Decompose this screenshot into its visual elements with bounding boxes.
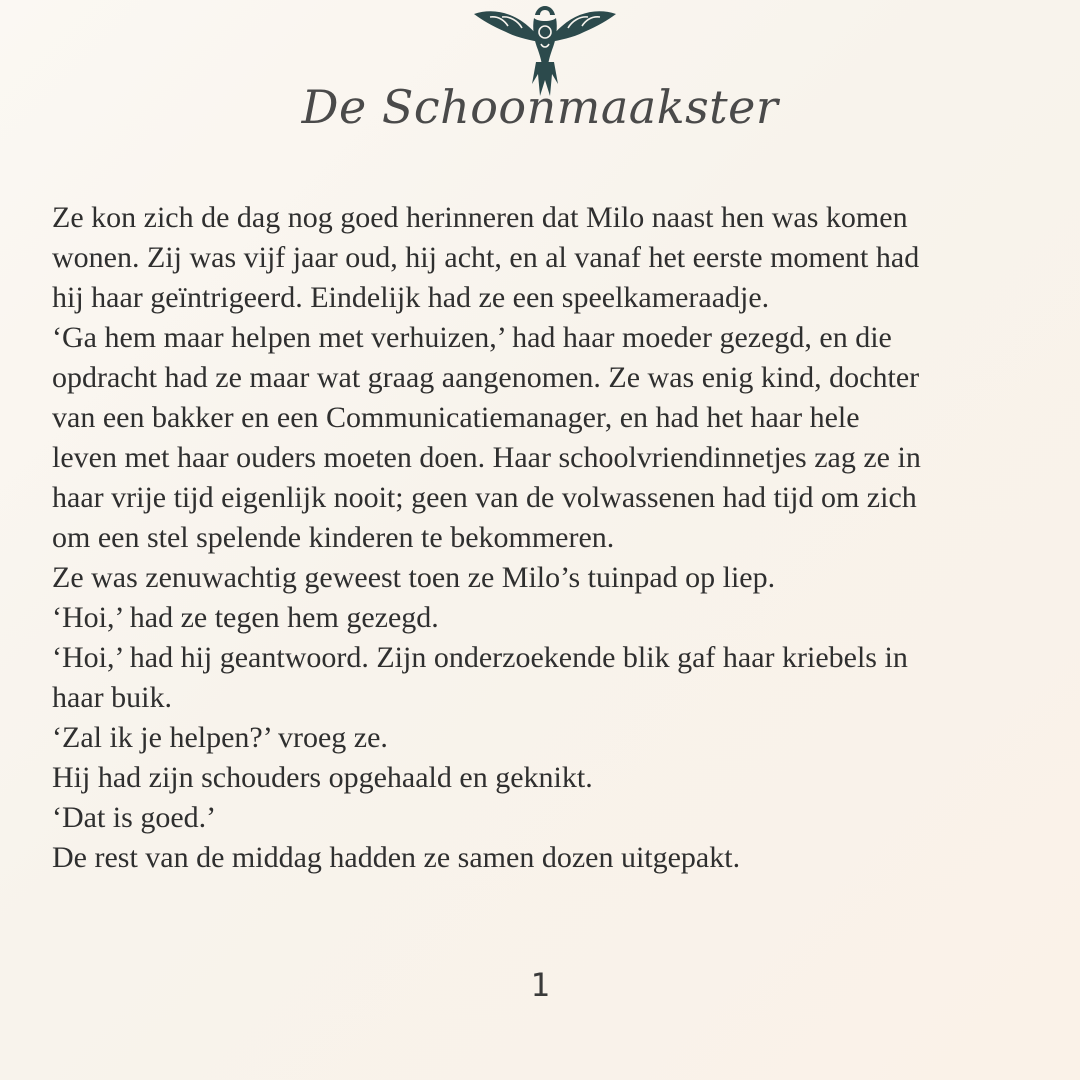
page-number: 1 — [530, 966, 550, 1004]
body-text — [52, 198, 1042, 878]
text-line: wonen. Zij was vijf jaar oud, hij acht, en al vanaf het eerste moment had — [52, 241, 920, 274]
text-line: ‘Zal ik je helpen?’ vroeg ze. — [52, 721, 388, 754]
text-line: van een bakker en een Communicatiemanager, en had het haar hele — [52, 401, 860, 434]
text-line: ‘Dat is goed.’ — [52, 801, 217, 834]
text-line: Hij had zijn schouders opgehaald en geknikt. — [52, 761, 593, 794]
text-line: De rest van de middag hadden ze samen dozen uitgepakt. — [52, 841, 741, 874]
text-line: Ze was zenuwachtig geweest toen ze Milo’s tuinpad op liep. — [52, 561, 776, 594]
text-line: ‘Hoi,’ had ze tegen hem gezegd. — [52, 601, 439, 634]
text-line: haar buik. — [52, 681, 172, 714]
text-line: leven met haar ouders moeten doen. Haar schoolvriendinnetjes zag ze in — [52, 441, 921, 474]
text-line: om een stel spelende kinderen te bekommeren. — [52, 521, 615, 554]
text-line: ‘Hoi,’ had hij geantwoord. Zijn onderzoekende blik gaf haar kriebels in — [52, 641, 908, 674]
text-line: opdracht had ze maar wat graag aangenomen. Ze was enig kind, dochter — [52, 361, 920, 394]
text-line: hij haar geïntrigeerd. Eindelijk had ze een speelkameraadje. — [52, 281, 770, 314]
text-line: ‘Ga hem maar helpen met verhuizen,’ had haar moeder gezegd, en die — [52, 321, 892, 354]
text-line: haar vrije tijd eigenlijk nooit; geen van de volwassenen had tijd om zich — [52, 481, 917, 514]
book-title: De Schoonmaakster — [301, 80, 779, 134]
text-line: Ze kon zich de dag nog goed herinneren dat Milo naast hen was komen — [52, 201, 908, 234]
